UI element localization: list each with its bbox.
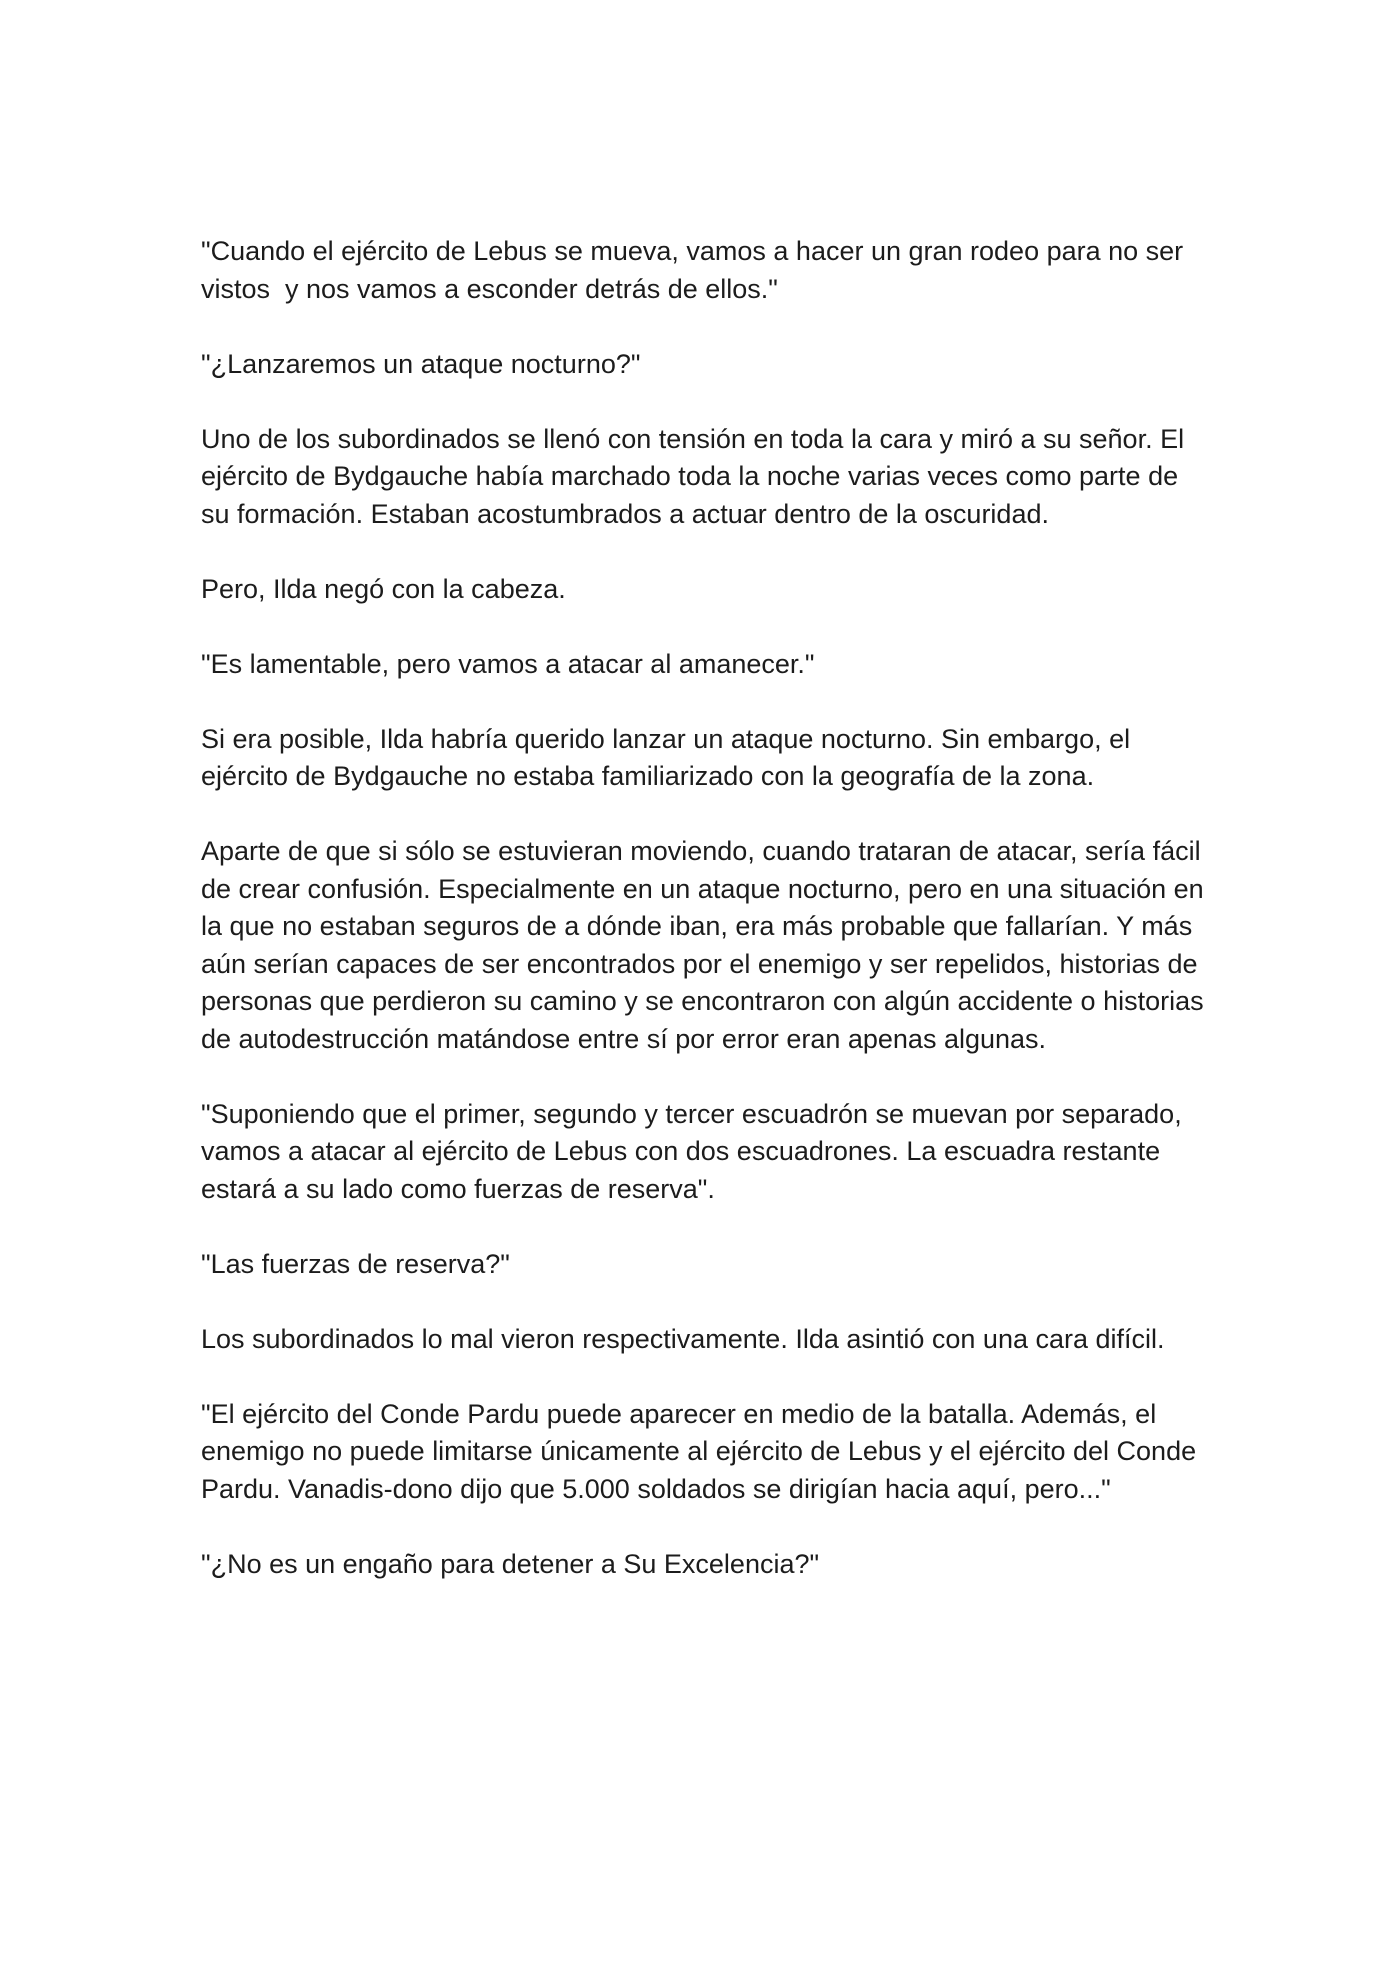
paragraph: "¿Lanzaremos un ataque nocturno?"	[201, 348, 641, 379]
paragraph: Aparte de que si sólo se estuvieran moviendo, cuando trataran de atacar, sería fácil de crear confusión. Especialmente en un ataque nocturno, pero en una situación en la que no estaban seguros de a dónde iban, era más probable que fallarían. Y más aún serían capaces de ser encontrados por el enemigo y ser repelidos, historias de personas que perdieron su camino y se encontraron con algún accidente o historias de autodestrucción matándose entre sí por error eran apenas algunas.	[201, 836, 1212, 1054]
paragraph: Pero, Ilda negó con la cabeza.	[201, 573, 566, 604]
paragraph: "Cuando el ejército de Lebus se mueva, vamos a hacer un gran rodeo para no ser vistos y nos vamos a esconder detrás de ellos."	[201, 236, 1191, 304]
paragraph: "Suponiendo que el primer, segundo y tercer escuadrón se muevan por separado, vamos a atacar al ejército de Lebus con dos escuadrones. La escuadra restante estará a su lado como fuerzas de reserva".	[201, 1098, 1190, 1204]
paragraph: "El ejército del Conde Pardu puede aparecer en medio de la batalla. Además, el enemigo no puede limitarse únicamente al ejército de Lebus y el ejército del Conde Pardu. Vanadis-dono dijo que 5.000 soldados se dirigían hacia aquí, pero..."	[201, 1398, 1204, 1504]
paragraph: Los subordinados lo mal vieron respectivamente. Ilda asintió con una cara difícil.	[201, 1323, 1165, 1354]
paragraph: "Es lamentable, pero vamos a atacar al amanecer."	[201, 648, 815, 679]
paragraph: "Las fuerzas de reserva?"	[201, 1248, 510, 1279]
paragraph: Si era posible, Ilda habría querido lanzar un ataque nocturno. Sin embargo, el ejército de Bydgauche no estaba familiarizado con la geografía de la zona.	[201, 723, 1138, 791]
document-body	[201, 233, 1211, 1621]
paragraph: "¿No es un engaño para detener a Su Excelencia?"	[201, 1548, 820, 1579]
paragraph: Uno de los subordinados se llenó con tensión en toda la cara y miró a su señor. El ejército de Bydgauche había marchado toda la noche varias veces como parte de su formación. Estaban acostumbrados a actuar dentro de la oscuridad.	[201, 423, 1192, 529]
